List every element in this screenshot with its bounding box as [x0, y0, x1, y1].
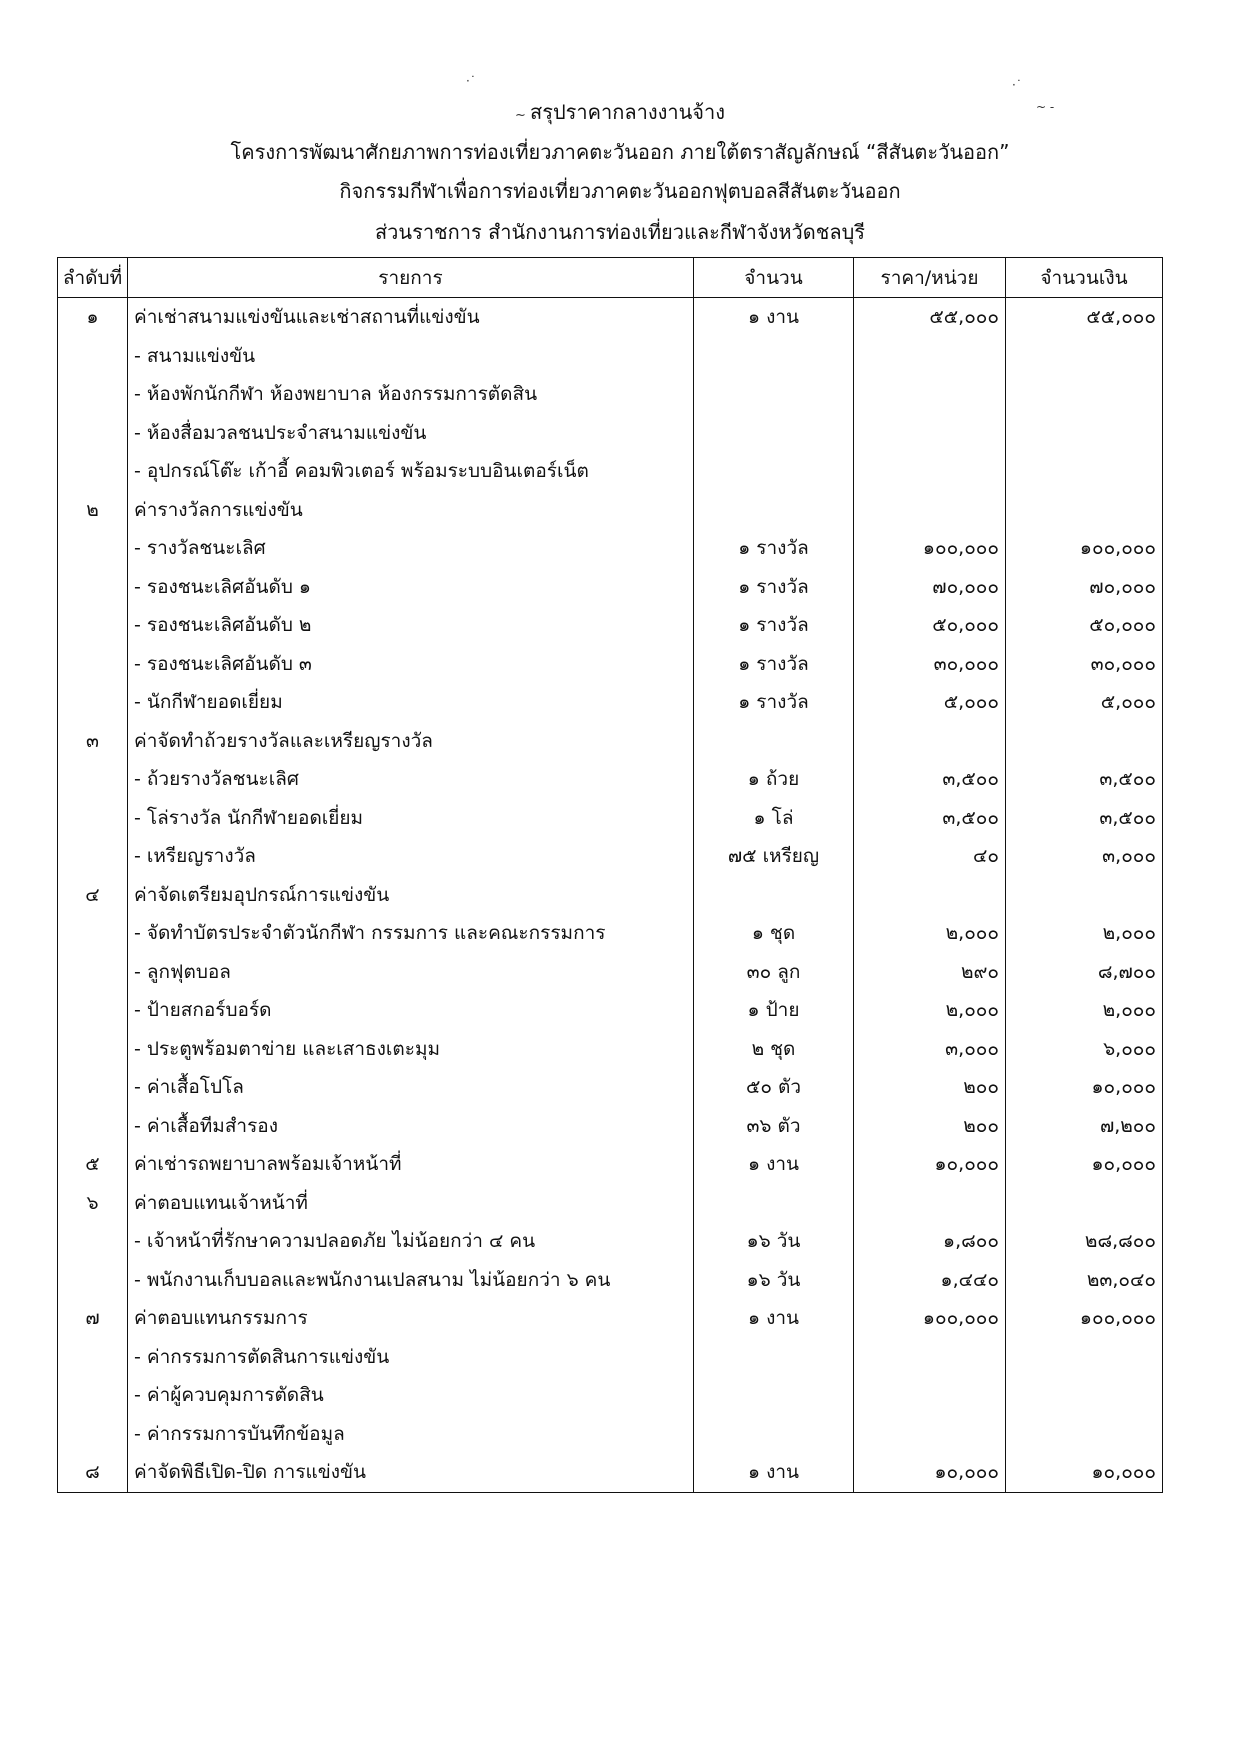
amount: ๒๓,๐๔๐	[1006, 1261, 1163, 1300]
row-number	[58, 1376, 128, 1415]
unit-price: ๑๐,๐๐๐	[854, 1453, 1006, 1492]
row-number	[58, 683, 128, 722]
amount: ๗๐,๐๐๐	[1006, 568, 1163, 607]
quantity: ๓๐ ลูก	[694, 953, 854, 992]
item-name: ค่ารางวัลการแข่งขัน	[128, 491, 694, 530]
amount: ๓,๕๐๐	[1006, 760, 1163, 799]
unit-price	[854, 722, 1006, 761]
quantity: ๑ งาน	[694, 1299, 854, 1338]
item-detail: - สนามแข่งขัน	[128, 337, 694, 376]
quantity	[694, 414, 854, 453]
amount: ๗,๒๐๐	[1006, 1107, 1163, 1146]
row-number	[58, 529, 128, 568]
item-detail: - นักกีฬายอดเยี่ยม	[128, 683, 694, 722]
table-body	[58, 298, 1163, 1493]
table-row	[58, 1184, 1163, 1223]
amount: ๑๐๐,๐๐๐	[1006, 1299, 1163, 1338]
row-number	[58, 1107, 128, 1146]
item-detail: - รองชนะเลิศอันดับ ๒	[128, 606, 694, 645]
row-number	[58, 375, 128, 414]
row-number: ๕	[58, 1145, 128, 1184]
unit-price: ๕,๐๐๐	[854, 683, 1006, 722]
table-row	[58, 452, 1163, 491]
item-name: ค่าตอบแทนเจ้าหน้าที่	[128, 1184, 694, 1223]
row-number	[58, 1261, 128, 1300]
row-number	[58, 953, 128, 992]
row-number	[58, 568, 128, 607]
table-row	[58, 1068, 1163, 1107]
table-row	[58, 298, 1163, 337]
quantity: ๑ ป้าย	[694, 991, 854, 1030]
item-detail: - ค่าเสื้อทีมสำรอง	[128, 1107, 694, 1146]
column-header-item: รายการ	[128, 258, 694, 298]
row-number: ๓	[58, 722, 128, 761]
table-row	[58, 375, 1163, 414]
item-name: ค่าตอบแทนกรรมการ	[128, 1299, 694, 1338]
row-number	[58, 645, 128, 684]
quantity	[694, 375, 854, 414]
row-number	[58, 452, 128, 491]
column-header-amount: จำนวนเงิน	[1006, 258, 1163, 298]
table-row	[58, 1338, 1163, 1377]
row-number: ๒	[58, 491, 128, 530]
table-row	[58, 760, 1163, 799]
unit-price	[854, 337, 1006, 376]
price-summary-table	[57, 257, 1163, 1493]
amount: ๓,๐๐๐	[1006, 837, 1163, 876]
table-row	[58, 645, 1163, 684]
row-number: ๘	[58, 1453, 128, 1492]
amount	[1006, 876, 1163, 915]
unit-price: ๒๐๐	[854, 1107, 1006, 1146]
unit-price	[854, 1376, 1006, 1415]
amount	[1006, 375, 1163, 414]
row-number	[58, 337, 128, 376]
amount: ๓๐,๐๐๐	[1006, 645, 1163, 684]
quantity: ๕๐ ตัว	[694, 1068, 854, 1107]
item-detail: - เหรียญรางวัล	[128, 837, 694, 876]
row-number: ๑	[58, 298, 128, 337]
unit-price: ๒๐๐	[854, 1068, 1006, 1107]
amount	[1006, 1338, 1163, 1377]
table-row	[58, 799, 1163, 838]
column-header-no: ลำดับที่	[58, 258, 128, 298]
quantity: ๒ ชุด	[694, 1030, 854, 1069]
amount: ๑๐๐,๐๐๐	[1006, 529, 1163, 568]
item-name: ค่าเช่ารถพยาบาลพร้อมเจ้าหน้าที่	[128, 1145, 694, 1184]
row-number: ๔	[58, 876, 128, 915]
quantity	[694, 1376, 854, 1415]
table-row	[58, 1299, 1163, 1338]
unit-price: ๕๕,๐๐๐	[854, 298, 1006, 337]
item-detail: - รองชนะเลิศอันดับ ๑	[128, 568, 694, 607]
quantity: ๑ รางวัล	[694, 568, 854, 607]
amount	[1006, 722, 1163, 761]
item-detail: - ค่าผู้ควบคุมการตัดสิน	[128, 1376, 694, 1415]
unit-price	[854, 1184, 1006, 1223]
quantity	[694, 722, 854, 761]
quantity	[694, 1338, 854, 1377]
table-header-row	[58, 258, 1163, 298]
row-number	[58, 1030, 128, 1069]
quantity: ๑ โล่	[694, 799, 854, 838]
unit-price: ๑๐๐,๐๐๐	[854, 1299, 1006, 1338]
quantity: ๑ ถ้วย	[694, 760, 854, 799]
item-detail: - ห้องสื่อมวลชนประจำสนามแข่งขัน	[128, 414, 694, 453]
item-name: ค่าจัดทำถ้วยรางวัลและเหรียญรางวัล	[128, 722, 694, 761]
item-detail: - ค่าเสื้อโปโล	[128, 1068, 694, 1107]
unit-price	[854, 1338, 1006, 1377]
scan-speck: ·˙	[1012, 78, 1022, 92]
row-number: ๖	[58, 1184, 128, 1223]
amount	[1006, 1376, 1163, 1415]
activity-name: กิจกรรมกีฬาเพื่อการท่องเที่ยวภาคตะวันออกฟุตบอลสีสันตะวันออก	[339, 179, 901, 203]
quantity	[694, 1415, 854, 1454]
quantity: ๑ รางวัล	[694, 683, 854, 722]
row-number	[58, 760, 128, 799]
table-row	[58, 722, 1163, 761]
quantity: ๑ รางวัล	[694, 645, 854, 684]
row-number	[58, 1338, 128, 1377]
amount: ๑๐,๐๐๐	[1006, 1453, 1163, 1492]
table-row	[58, 1107, 1163, 1146]
amount: ๒,๐๐๐	[1006, 991, 1163, 1030]
quantity: ๑ รางวัล	[694, 606, 854, 645]
item-detail: - อุปกรณ์โต๊ะ เก้าอี้ คอมพิวเตอร์ พร้อมระบบอินเตอร์เน็ต	[128, 452, 694, 491]
unit-price	[854, 452, 1006, 491]
quantity: ๑ ชุด	[694, 914, 854, 953]
row-number	[58, 414, 128, 453]
amount	[1006, 1415, 1163, 1454]
table-row	[58, 837, 1163, 876]
table-row	[58, 1453, 1163, 1492]
table-row	[58, 1376, 1163, 1415]
amount: ๒,๐๐๐	[1006, 914, 1163, 953]
row-number	[58, 1222, 128, 1261]
unit-price: ๗๐,๐๐๐	[854, 568, 1006, 607]
item-detail: - ป้ายสกอร์บอร์ด	[128, 991, 694, 1030]
table-row	[58, 529, 1163, 568]
column-header-quantity: จำนวน	[694, 258, 854, 298]
unit-price: ๕๐,๐๐๐	[854, 606, 1006, 645]
item-detail: - รางวัลชนะเลิศ	[128, 529, 694, 568]
table-row	[58, 953, 1163, 992]
amount: ๕๕,๐๐๐	[1006, 298, 1163, 337]
row-number: ๗	[58, 1299, 128, 1338]
unit-price: ๓,๕๐๐	[854, 760, 1006, 799]
quantity	[694, 491, 854, 530]
table-row	[58, 606, 1163, 645]
table-row	[58, 991, 1163, 1030]
scan-speck: ~	[514, 108, 531, 123]
item-detail: - รองชนะเลิศอันดับ ๓	[128, 645, 694, 684]
quantity	[694, 1184, 854, 1223]
table-row	[58, 1030, 1163, 1069]
row-number	[58, 914, 128, 953]
unit-price	[854, 1415, 1006, 1454]
item-name: ค่าจัดพิธีเปิด-ปิด การแข่งขัน	[128, 1453, 694, 1492]
unit-price: ๑๐,๐๐๐	[854, 1145, 1006, 1184]
table-row	[58, 1261, 1163, 1300]
item-detail: - พนักงานเก็บบอลและพนักงานเปลสนาม ไม่น้อยกว่า ๖ คน	[128, 1261, 694, 1300]
quantity	[694, 452, 854, 491]
item-name: ค่าจัดเตรียมอุปกรณ์การแข่งขัน	[128, 876, 694, 915]
item-detail: - ประตูพร้อมตาข่าย และเสาธงเตะมุม	[128, 1030, 694, 1069]
table-row	[58, 1222, 1163, 1261]
row-number	[58, 799, 128, 838]
row-number	[58, 606, 128, 645]
amount	[1006, 414, 1163, 453]
unit-price	[854, 414, 1006, 453]
table-row	[58, 414, 1163, 453]
unit-price	[854, 491, 1006, 530]
column-header-unit-price: ราคา/หน่วย	[854, 258, 1006, 298]
agency-name: ส่วนราชการ สำนักงานการท่องเที่ยวและกีฬาจังหวัดชลบุรี	[374, 220, 866, 244]
table-row	[58, 568, 1163, 607]
item-detail: - ค่ากรรมการบันทึกข้อมูล	[128, 1415, 694, 1454]
item-detail: - โล่รางวัล นักกีฬายอดเยี่ยม	[128, 799, 694, 838]
amount	[1006, 491, 1163, 530]
quantity: ๑ งาน	[694, 298, 854, 337]
table-row	[58, 1145, 1163, 1184]
item-name: ค่าเช่าสนามแข่งขันและเช่าสถานที่แข่งขัน	[128, 298, 694, 337]
amount: ๓,๕๐๐	[1006, 799, 1163, 838]
scan-speck: ~ -	[1036, 100, 1055, 114]
quantity: ๑๖ วัน	[694, 1261, 854, 1300]
item-detail: - เจ้าหน้าที่รักษาความปลอดภัย ไม่น้อยกว่า ๔ คน	[128, 1222, 694, 1261]
unit-price: ๑๐๐,๐๐๐	[854, 529, 1006, 568]
quantity: ๑ งาน	[694, 1145, 854, 1184]
table-row	[58, 1415, 1163, 1454]
amount: ๑๐,๐๐๐	[1006, 1068, 1163, 1107]
amount	[1006, 1184, 1163, 1223]
row-number	[58, 991, 128, 1030]
amount: ๕๐,๐๐๐	[1006, 606, 1163, 645]
unit-price	[854, 876, 1006, 915]
quantity	[694, 876, 854, 915]
quantity: ๑ รางวัล	[694, 529, 854, 568]
table-row	[58, 683, 1163, 722]
unit-price	[854, 375, 1006, 414]
quantity: ๑ งาน	[694, 1453, 854, 1492]
quantity: ๗๕ เหรียญ	[694, 837, 854, 876]
amount: ๑๐,๐๐๐	[1006, 1145, 1163, 1184]
scan-speck: ·˙	[466, 74, 476, 88]
amount	[1006, 337, 1163, 376]
unit-price: ๓,๕๐๐	[854, 799, 1006, 838]
amount: ๖,๐๐๐	[1006, 1030, 1163, 1069]
amount: ๘,๗๐๐	[1006, 953, 1163, 992]
item-detail: - ห้องพักนักกีฬา ห้องพยาบาล ห้องกรรมการตัดสิน	[128, 375, 694, 414]
item-detail: - ลูกฟุตบอล	[128, 953, 694, 992]
unit-price: ๓,๐๐๐	[854, 1030, 1006, 1069]
row-number	[58, 1068, 128, 1107]
amount	[1006, 452, 1163, 491]
table-row	[58, 337, 1163, 376]
unit-price: ๑,๔๔๐	[854, 1261, 1006, 1300]
document-title: ~ สรุปราคากลางงานจ้าง	[514, 100, 725, 124]
unit-price: ๒,๐๐๐	[854, 914, 1006, 953]
unit-price: ๒,๐๐๐	[854, 991, 1006, 1030]
unit-price: ๓๐,๐๐๐	[854, 645, 1006, 684]
table-row	[58, 876, 1163, 915]
unit-price: ๔๐	[854, 837, 1006, 876]
amount: ๕,๐๐๐	[1006, 683, 1163, 722]
table-row	[58, 491, 1163, 530]
quantity: ๓๖ ตัว	[694, 1107, 854, 1146]
row-number	[58, 837, 128, 876]
unit-price: ๒๙๐	[854, 953, 1006, 992]
row-number	[58, 1415, 128, 1454]
quantity: ๑๖ วัน	[694, 1222, 854, 1261]
amount: ๒๘,๘๐๐	[1006, 1222, 1163, 1261]
quantity	[694, 337, 854, 376]
item-detail: - ถ้วยรางวัลชนะเลิศ	[128, 760, 694, 799]
item-detail: - ค่ากรรมการตัดสินการแข่งขัน	[128, 1338, 694, 1377]
item-detail: - จัดทำบัตรประจำตัวนักกีฬา กรรมการ และคณะกรรมการ	[128, 914, 694, 953]
project-name: โครงการพัฒนาศักยภาพการท่องเที่ยวภาคตะวันออก ภายใต้ตราสัญลักษณ์ “สีสันตะวันออก”	[230, 140, 1010, 164]
table-row	[58, 914, 1163, 953]
unit-price: ๑,๘๐๐	[854, 1222, 1006, 1261]
